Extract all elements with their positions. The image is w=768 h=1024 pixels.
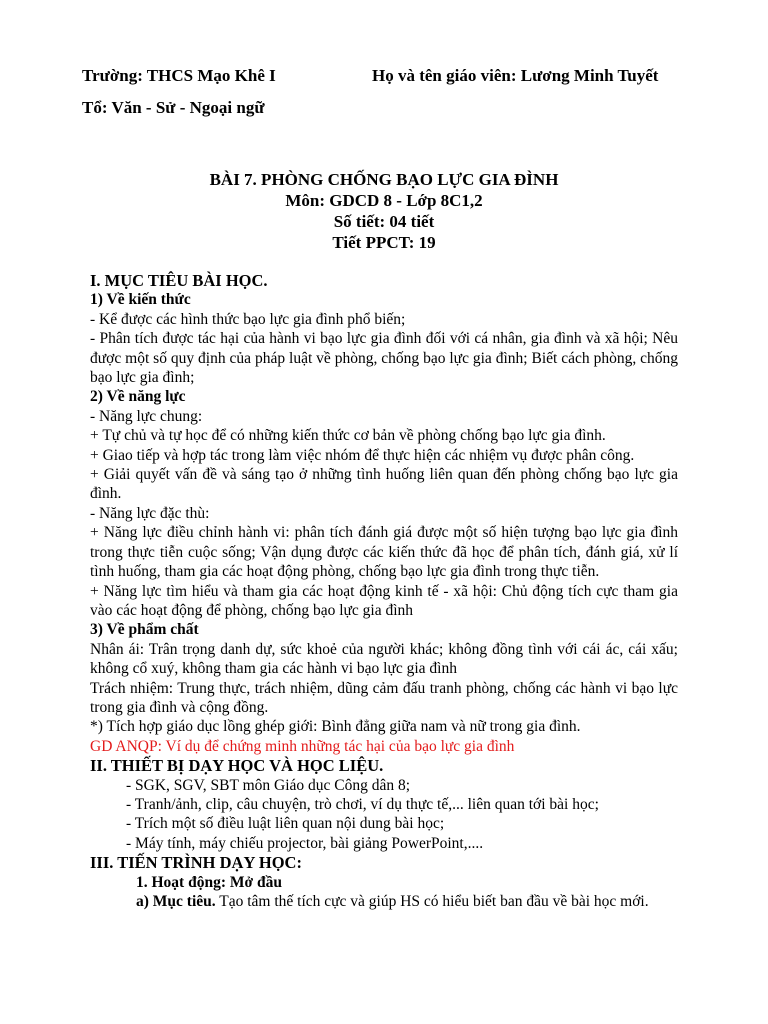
section-heading: I. MỤC TIÊU BÀI HỌC. [90, 271, 268, 290]
department-name: Tổ: Văn - Sử - Ngoại ngữ [82, 98, 265, 117]
list-item: - Trích một số điều luật liên quan nội dung bài học; [126, 815, 445, 833]
paragraph: + Năng lực tìm hiểu và tham gia các hoạt động kinh tế - xã hội: Chủ động tích cực tham gia vào các hoạt động để phòng, chống bạo lực gia đình [90, 582, 678, 619]
teacher-name: Họ và tên giáo viên: Lương Minh Tuyết [372, 66, 659, 85]
paragraph: - Kể được các hình thức bạo lực gia đình phổ biến; [90, 310, 406, 328]
section-heading: II. THIẾT BỊ DẠY HỌC VÀ HỌC LIỆU. [90, 756, 384, 776]
school-name: Trường: THCS Mạo Khê I [82, 66, 276, 85]
section-heading: III. TIẾN TRÌNH DẠY HỌC: [90, 853, 302, 873]
paragraph: + Năng lực điều chỉnh hành vi: phân tích đánh giá được một số hiện tượng bạo lực gia đình trong thực tiễn cuộc sống; Vận dụng được các kiến thức đã học để phân tích, đánh giá, xử lí tình huống, tham gia các hoạt động phòng, chống bạo lực gia đình trong thực tiễn. [90, 524, 678, 581]
subsection-heading: 2) Về năng lực [90, 388, 186, 406]
paragraph: + Giao tiếp và hợp tác trong làm việc nhóm để thực hiện các nhiệm vụ được phân công. [90, 446, 635, 464]
subsection-heading: 3) Về phẩm chất [90, 621, 199, 639]
list-item: - Tranh/ảnh, clip, câu chuyện, trò chơi, ví dụ thực tế,... liên quan tới bài học; [126, 795, 599, 813]
objective-text: Tạo tâm thế tích cực và giúp HS có hiểu biết ban đầu về bài học mới. [215, 893, 649, 910]
anqp-note: GD ANQP: Ví dụ để chứng minh những tác hại của bạo lực gia đình [90, 737, 515, 755]
paragraph: - Phân tích được tác hại của hành vi bạo lực gia đình đối với cá nhân, gia đình và xã hội; Nêu được một số quy định của pháp luật về phòng, chống bạo lực gia đình; Biết cách phòng, chống bạo lực gia đình; [90, 330, 678, 387]
objective-label: a) Mục tiêu. [136, 893, 216, 910]
subject-line: Môn: GDCD 8 - Lớp 8C1,2 [285, 191, 483, 210]
paragraph: *) Tích hợp giáo dục lồng ghép giới: Bình đẳng giữa nam và nữ trong gia đình. [90, 718, 581, 736]
list-item: - SGK, SGV, SBT môn Giáo dục Công dân 8; [126, 776, 411, 794]
paragraph: Nhân ái: Trân trọng danh dự, sức khoẻ của người khác; không đồng tình với cái ác, cái xấu; không cổ xuý, không tham gia các hành vi bạo lực gia đình [90, 640, 678, 678]
paragraph: - Năng lực đặc thù: [90, 504, 210, 522]
paragraph [90, 892, 678, 911]
lesson-title: BÀI 7. PHÒNG CHỐNG BẠO LỰC GIA ĐÌNH [209, 170, 559, 189]
paragraph: Trách nhiệm: Trung thực, trách nhiệm, dũng cảm đấu tranh phòng, chống các hành vi bạo lực trong gia đình và cộng đồng. [90, 679, 678, 716]
subsection-heading: 1) Về kiến thức [90, 291, 191, 309]
ppct-line: Tiết PPCT: 19 [332, 233, 436, 252]
activity-heading: 1. Hoạt động: Mở đầu [136, 873, 282, 891]
paragraph: + Giải quyết vấn đề và sáng tạo ở những tình huống liên quan đến phòng chống bạo lực gia đình. [90, 466, 678, 503]
paragraph: + Tự chủ và tự học để có những kiến thức cơ bản về phòng chống bạo lực gia đình. [90, 427, 606, 445]
periods-line: Số tiết: 04 tiết [333, 212, 435, 231]
list-item: - Máy tính, máy chiếu projector, bài giảng PowerPoint,.... [126, 834, 484, 852]
lesson-content [90, 271, 678, 911]
paragraph: - Năng lực chung: [90, 407, 203, 425]
